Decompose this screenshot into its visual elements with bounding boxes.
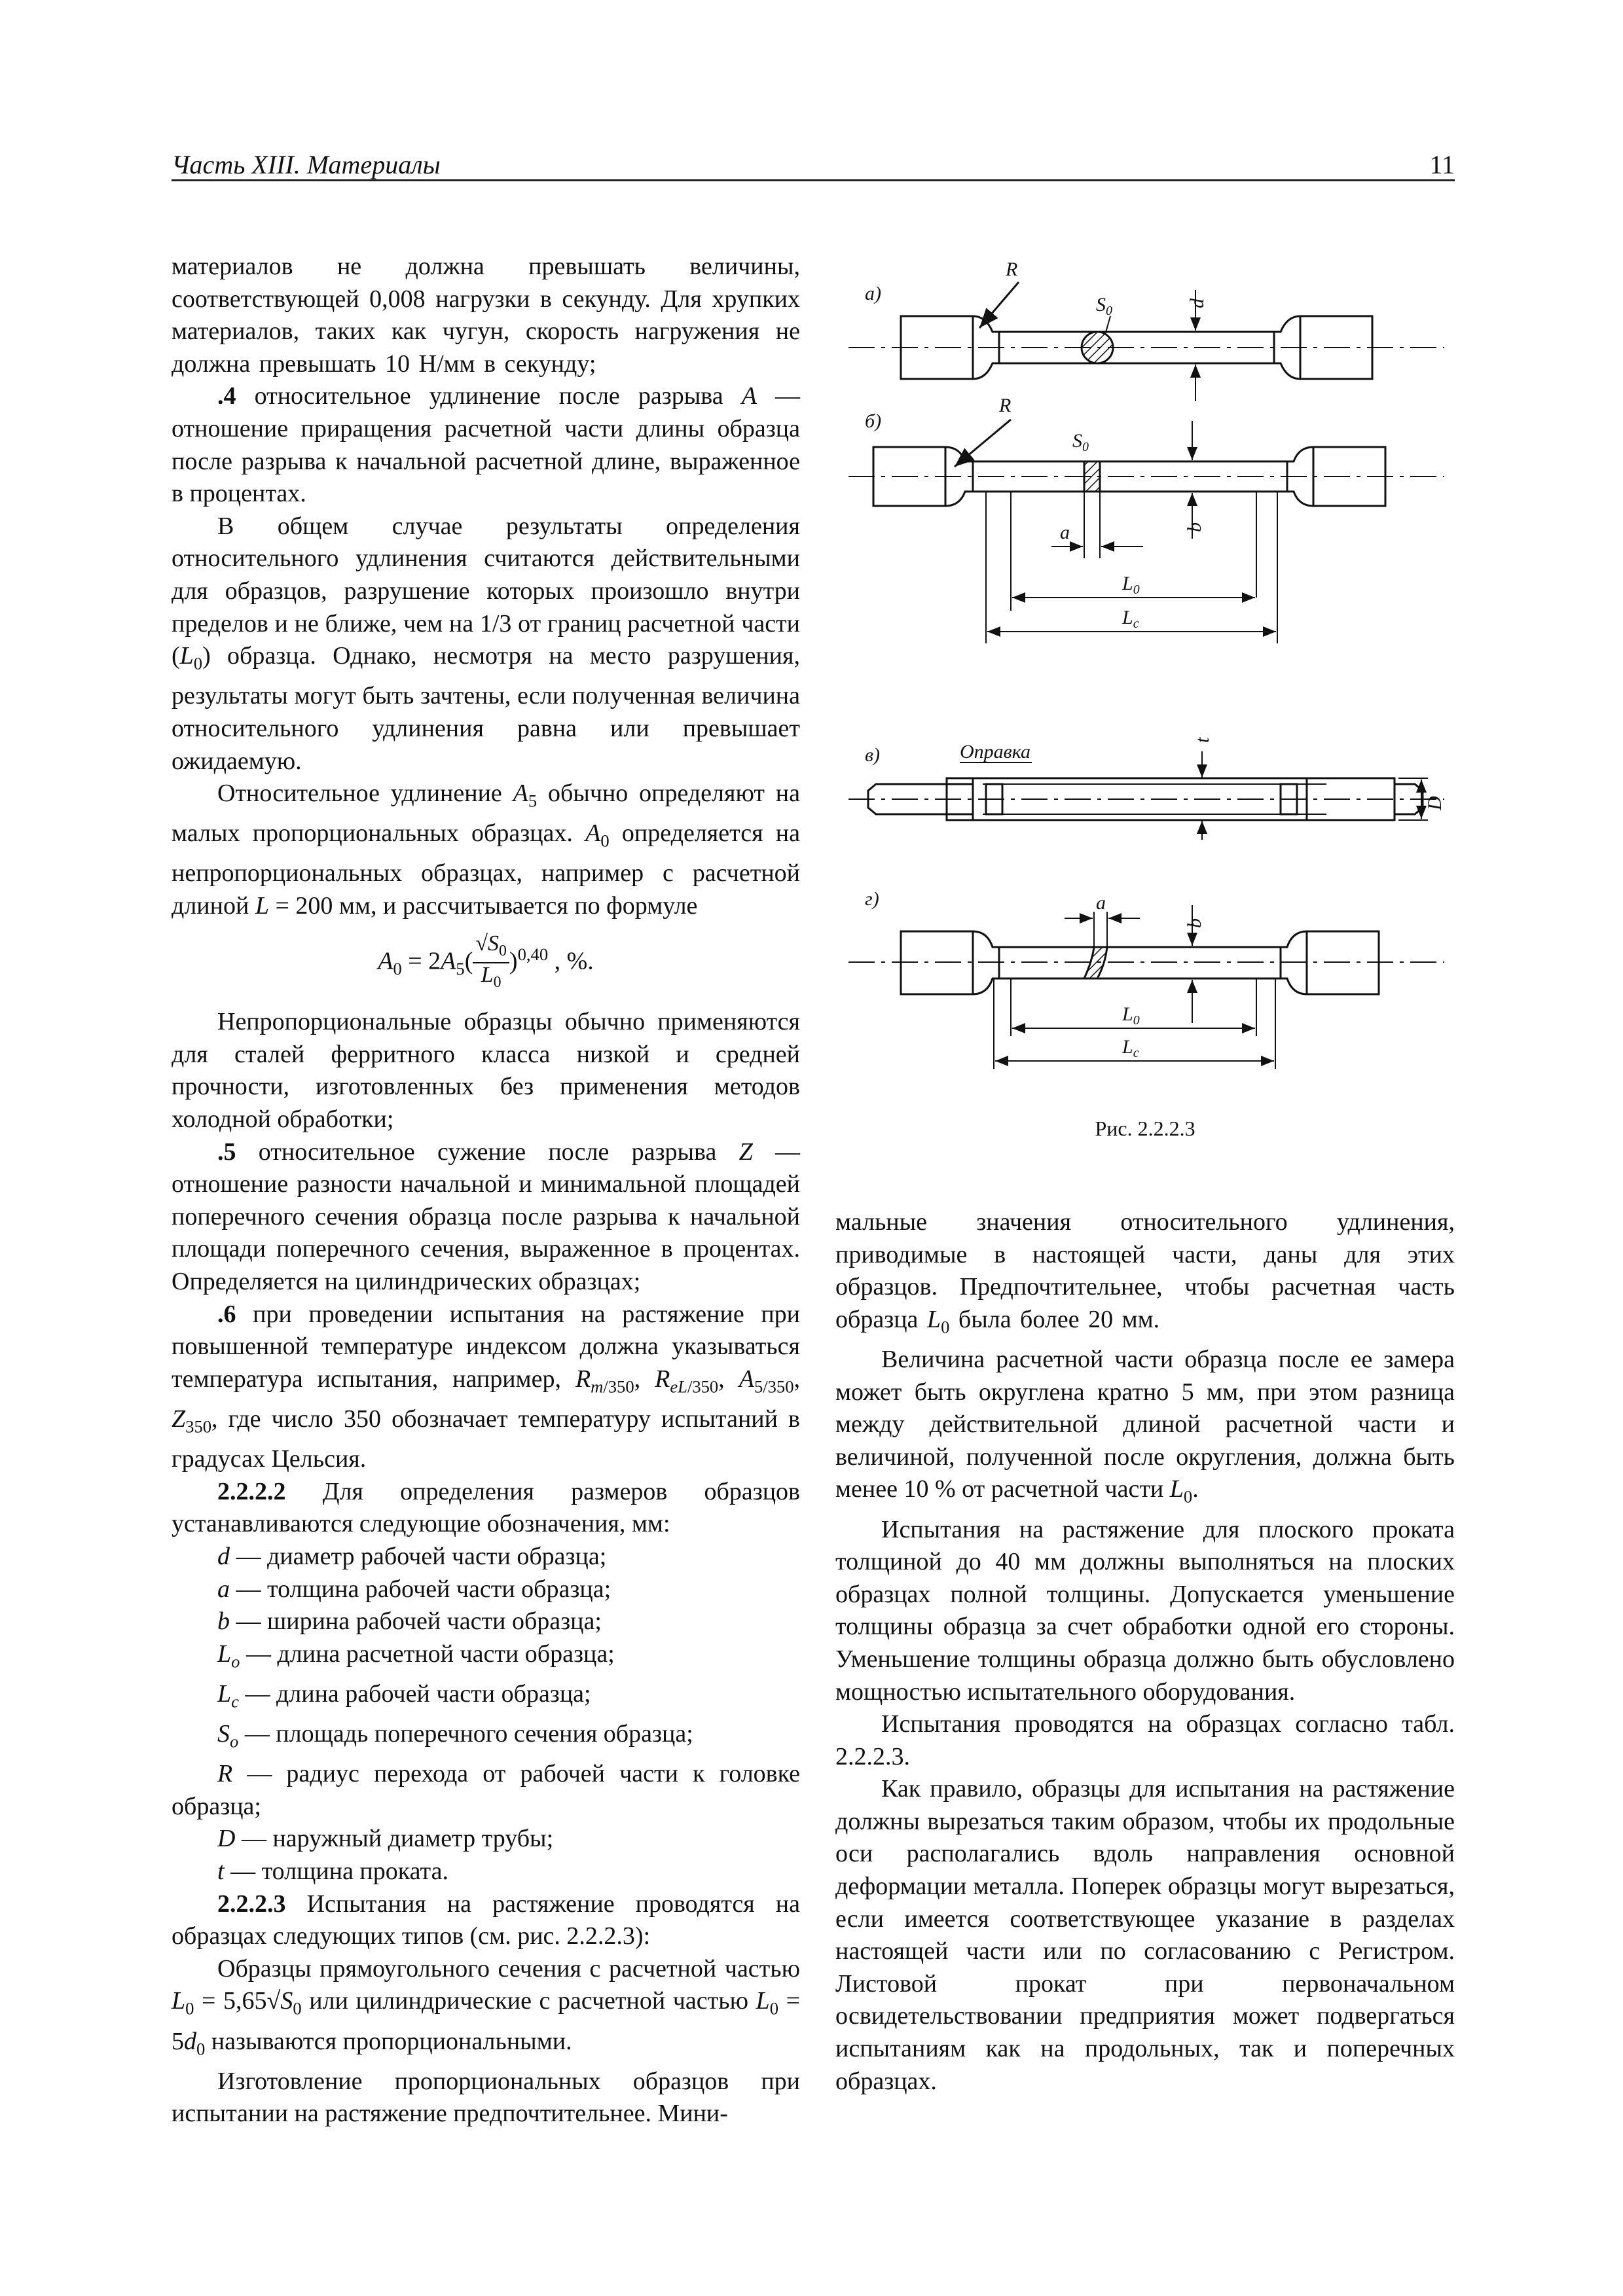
paragraph: мальные значения относительного удлинения, приводимые в настоящей части, даны для этих образцов. Предпочтительнее, чтобы расчетная часть образца $L_0$ была более 20 мм. bbox=[835, 1208, 1455, 1337]
paragraph: Испытания проводятся на образцах согласно табл. 2.2.2.3. bbox=[835, 1710, 1455, 1770]
page-number: 11 bbox=[1429, 150, 1455, 179]
label-a-dim: a bbox=[1096, 892, 1106, 914]
paragraph: Изготовление пропорциональных образцов при испытании на растяжение предпочтительнее. Мини- bbox=[172, 2067, 800, 2128]
label-mandrel: Оправка bbox=[960, 741, 1030, 762]
label-R: R bbox=[999, 395, 1012, 416]
list-item: d — диаметр рабочей части образца; bbox=[217, 1542, 607, 1570]
paragraph: Как правило, образцы для испытания на растяжение должны вырезаться таким образом, чтобы их продольные оси располагались вдоль направления основной деформации металла. Поперек образцы могут вырезаться, если имеется соответствующее указание в разделах настоящей части или по согласованию с Регистром. Листовой прокат при первоначальном освидетельствовании предприятия может подвергаться испытаниям как на продольных, так и поперечных образцах. bbox=[835, 1775, 1455, 2095]
specimen-a bbox=[848, 259, 1444, 401]
paragraph: .5 относительное сужение после разрыва Z — отношение разности начальной и минимальной площадей поперечного сечения образца после разрыва к начальной площади поперечного сечения, выраженное в процентах. Определяется на цилиндрических образцах; bbox=[172, 1138, 801, 1295]
paragraph: 2.2.2.3 Испытания на растяжение проводятся на образцах следующих типов (см. рис. 2.2.2.3): bbox=[172, 1890, 800, 1950]
list-item: a — толщина рабочей части образца; bbox=[217, 1575, 611, 1603]
paragraph: Образцы прямоугольного сечения с расчетной частью $L_0 = 5,65√S_0$ или цилиндрические с расчетной частью $L_0 = 5d_0$ называются пропорциональными. bbox=[172, 1954, 801, 2059]
paragraph: материалов не должна превышать величины, соответствующей 0,008 нагрузки в секунду. Для хрупких материалов, таких как чугун, скорость нагружения не должна превышать 10 Н/мм в секунду; bbox=[172, 253, 800, 378]
label-v: в) bbox=[865, 744, 881, 766]
paragraph: Относительное удлинение $A_5$ обычно определяют на малых пропорциональных образцах. $A_0$ определяется на непропорциональных образцах, например с расчетной длиной L = 200 мм, и рассчитывается по формуле bbox=[172, 780, 801, 920]
figure-caption: Рис. 2.2.2.3 bbox=[1095, 1117, 1195, 1140]
label-L0: $L_0$ bbox=[1122, 1003, 1140, 1028]
label-Lc: $L_c$ bbox=[1122, 607, 1139, 631]
list-item: D — наружный диаметр трубы; bbox=[217, 1825, 554, 1853]
label-L0: $L_0$ bbox=[1122, 573, 1140, 597]
label-a-dim: a bbox=[1060, 522, 1070, 543]
paragraph: 2.2.2.2 Для определения размеров образцов устанавливаются следующие обозначения, мм: bbox=[172, 1477, 800, 1538]
paragraph: В общем случае результаты определения относительного удлинения считаются действительными для образцов, разрушение которых произошло внутри пределов и не ближе, чем на 1/3 от границ расчетной части $(L_0)$ образца. Однако, несмотря на место разрушения, результаты могут быть зачтены, если полученная величина относительного удлинения равна или превышает ожидаемую. bbox=[172, 512, 800, 775]
list-item: b — ширина рабочей части образца; bbox=[217, 1607, 602, 1636]
header-title: Часть XIII. Материалы bbox=[172, 150, 441, 179]
label-b-dim: b bbox=[1184, 522, 1205, 532]
list-item: t — толщина проката. bbox=[217, 1857, 448, 1886]
figure-specimens bbox=[835, 251, 1455, 1167]
label-D: D bbox=[1424, 796, 1446, 810]
specimen-v bbox=[848, 737, 1446, 840]
right-column bbox=[835, 1206, 1455, 2098]
running-header bbox=[172, 149, 1455, 181]
list-item: R — радиус перехода от рабочей части к головке образца; bbox=[172, 1760, 800, 1820]
label-b: б) bbox=[865, 410, 882, 432]
label-S0: $S_0$ bbox=[1072, 430, 1089, 454]
paragraph: .4 относительное удлинение после разрыва A — отношение приращения расчетной части длины образца после разрыва к начальной расчетной длине, выраженное в процентах. bbox=[172, 382, 801, 508]
left-column bbox=[172, 251, 800, 2130]
label-d: d bbox=[1186, 298, 1208, 308]
label-Lc: $L_c$ bbox=[1122, 1036, 1139, 1060]
label-t: t bbox=[1192, 737, 1213, 743]
paragraph: .6 при проведении испытания на растяжение при повышенной температуре индексом должна указываться температура испытания, например, $R_{m/350}$, $R_{eL/350}$, $A_{5/350}$, $Z_{350}$, где число 350 обозначает температуру испытаний в градусах Цельсия. bbox=[172, 1300, 801, 1473]
specimen-g bbox=[848, 888, 1444, 1069]
paragraph: Величина расчетной части образца после ее замера может быть округлена кратно 5 мм, при этом разница между действительной длиной расчетной части и величиной, полученной после округления, должна быть менее 10 % от расчетной части $L_0$. bbox=[835, 1345, 1455, 1507]
paragraph: Испытания на растяжение для плоского проката толщиной до 40 мм должны выполняться на плоских образцах полной толщины. Допускается уменьшение толщины образца за счет обработки одной его стороны. Уменьшение толщины образца должно быть обусловлено мощностью испытательного оборудования. bbox=[835, 1515, 1455, 1706]
label-b-dim: b bbox=[1184, 918, 1205, 928]
list-item: $L_o$ — длина расчетной части образца; bbox=[217, 1640, 615, 1672]
label-g: г) bbox=[865, 888, 879, 910]
list-item: $L_c$ — длина рабочей части образца; bbox=[217, 1679, 591, 1712]
label-R: R bbox=[1006, 259, 1018, 280]
label-S0: $S_0$ bbox=[1096, 294, 1112, 318]
paragraph: Непропорциональные образцы обычно применяются для сталей ферритного класса низкой и средней прочности, изготовленных без применения методов холодной обработки; bbox=[172, 1008, 800, 1134]
specimen-b bbox=[848, 395, 1444, 643]
formula: $A_0 = 2A_5$( $\frac{√S_0}{L_0}$ )$^{0,40}$ , %. bbox=[378, 931, 594, 992]
list-item: $S_o$ — площадь поперечного сечения образца; bbox=[217, 1720, 693, 1751]
label-a: а) bbox=[865, 283, 881, 304]
